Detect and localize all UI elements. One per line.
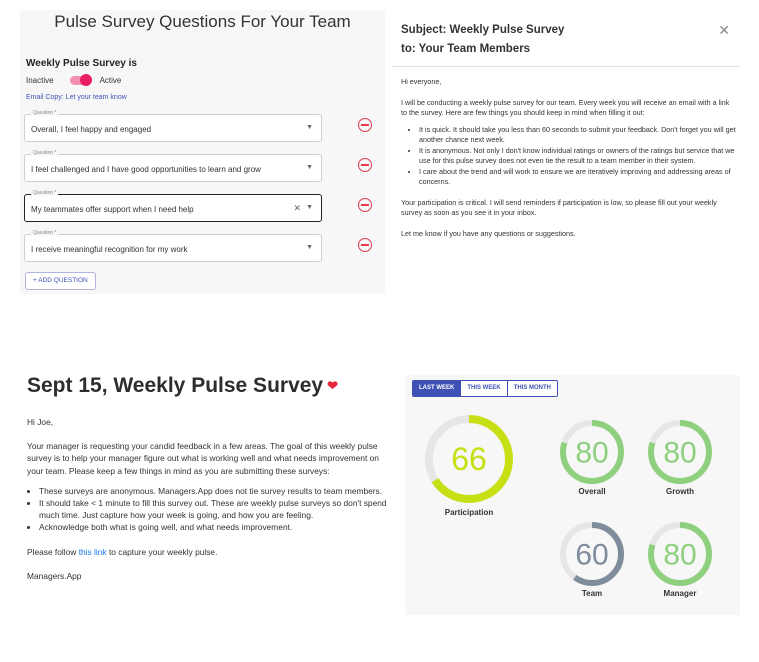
email-body [401,77,736,249]
survey-link[interactable]: this link [78,546,107,557]
remove-question-icon[interactable] [358,158,372,172]
gauge-ring [425,415,513,503]
heart-icon: ❤ [327,378,339,394]
period-tabs [412,380,558,397]
gauge-ring [648,522,712,586]
follow-suffix: to capture your weekly pulse. [106,546,218,557]
gauge-ring [648,420,712,484]
chevron-down-icon[interactable]: ▼ [306,204,313,211]
email-subject: Subject: Weekly Pulse Survey [401,24,565,36]
remove-question-icon[interactable] [358,238,372,252]
email-closing: Let me know if you have any questions or suggestions. [401,228,576,238]
gauge-value: 60 [575,538,609,572]
employee-email-title [27,374,338,398]
list-item: • It is quick. It should take you less than 60 seconds to submit your feedback. Don't forget you will get another chance next week. [419,125,736,146]
gauge-value: 80 [575,436,609,470]
gauge-label: Manager [663,589,697,598]
list-item: • It is anonymous. Not only I don't know individual ratings or owners of the ratings but service that we use for this pulse survey does not even tie the result to a team member in their system. [419,146,736,167]
remove-question-icon[interactable] [358,118,372,132]
divider [392,66,740,67]
active-toggle[interactable] [70,76,90,85]
list-item: • Acknowledge both what is going well, and what needs improvement. [39,521,395,533]
gauge-label: Growth [666,487,694,496]
toggle-inactive-label: Inactive [26,76,54,85]
list-item: • These surveys are anonymous. Managers.App does not tie survey results to team members. [39,485,395,497]
tab-this-week[interactable]: THIS WEEK [460,381,506,396]
gauge-value: 66 [451,441,487,478]
question-label: Question * [33,110,57,116]
remove-question-icon[interactable] [358,198,372,212]
question-select-4[interactable] [24,230,322,262]
employee-email-body [27,416,395,594]
gauge-team [560,522,624,598]
employee-email-panel [20,370,395,610]
signature: Managers.App [27,570,82,581]
gauge-label: Team [581,589,603,598]
gauge-label: Overall [578,487,606,496]
email-bullets [419,125,736,188]
question-select-2[interactable] [24,150,322,182]
question-value: I receive meaningful recognition for my work [31,245,188,254]
question-select-3[interactable] [24,190,322,222]
status-toggle-row [26,76,121,85]
email-intro: I will be conducting a weekly pulse survey for our team. Every week you will receive an email with a link to the survey. Here are few things you should keep in mind when filling it out: [401,97,730,117]
employee-bullets [39,485,395,534]
close-icon[interactable]: ✕ [718,22,730,38]
gauge-value: 80 [663,436,697,470]
gauge-participation [425,415,513,517]
list-item: • It should take < 1 minute to fill this survey out. These are weekly pulse surveys so don't spend much time. Just capture how your week is going, and how you are feeling. [39,497,395,521]
employee-greeting: Hi Joe, [27,417,54,427]
email-preview-panel [392,10,744,300]
follow-prefix: Please follow [27,546,79,557]
gauge-label: Participation [444,508,494,517]
list-item: • I care about the trend and will work to ensure we are iteratively improving and addressing areas of concerns. [419,167,736,188]
email-participation: Your participation is critical. I will send reminders if participation is low, so please fill out your weekly survey as soon as you see it in your inbox. [401,197,717,217]
question-select-1[interactable] [24,110,322,142]
chevron-down-icon[interactable]: ▼ [306,244,313,251]
gauge-growth [648,420,712,496]
email-recipients: to: Your Team Members [401,43,531,55]
email-copy-link[interactable]: Email Copy: Let your team know [26,94,127,101]
email-greeting: Hi everyone, [401,77,442,86]
survey-status-heading: Weekly Pulse Survey is [26,58,137,69]
tab-last-week[interactable]: LAST WEEK [413,381,460,396]
follow-line [27,546,395,558]
gauge-overall [560,420,624,496]
tab-this-month[interactable]: THIS MONTH [507,381,557,396]
config-title: Pulse Survey Questions For Your Team [54,12,351,31]
question-label: Question * [33,230,57,236]
gauge-ring [560,420,624,484]
gauge-manager [648,522,712,598]
email-header [401,21,564,59]
question-value: I feel challenged and I have good opportunities to learn and grow [31,165,261,174]
survey-config-panel [20,10,385,294]
toggle-knob [80,74,92,86]
gauge-ring [560,522,624,586]
chevron-down-icon[interactable]: ▼ [306,124,313,131]
add-question-button[interactable]: + ADD QUESTION [25,272,96,290]
gauge-value: 80 [663,538,697,572]
toggle-active-label: Active [99,76,122,85]
question-label: Question * [33,190,57,196]
chevron-down-icon[interactable]: ▼ [306,164,313,171]
clear-icon[interactable]: ✕ [293,203,301,213]
question-label: Question * [33,150,57,156]
question-value: Overall, I feel happy and engaged [31,125,152,134]
employee-email-title-text: Sept 15, Weekly Pulse Survey [27,374,324,397]
question-value: My teammates offer support when I need help [31,205,194,214]
employee-intro: Your manager is requesting your candid feedback in a few areas. The goal of this weekly pulse survey is to help your manager figure out what is working well and what needs improvement on your team. Please keep a few things in mind as you are submitting these surveys: [27,441,379,476]
dashboard-panel [405,375,740,615]
